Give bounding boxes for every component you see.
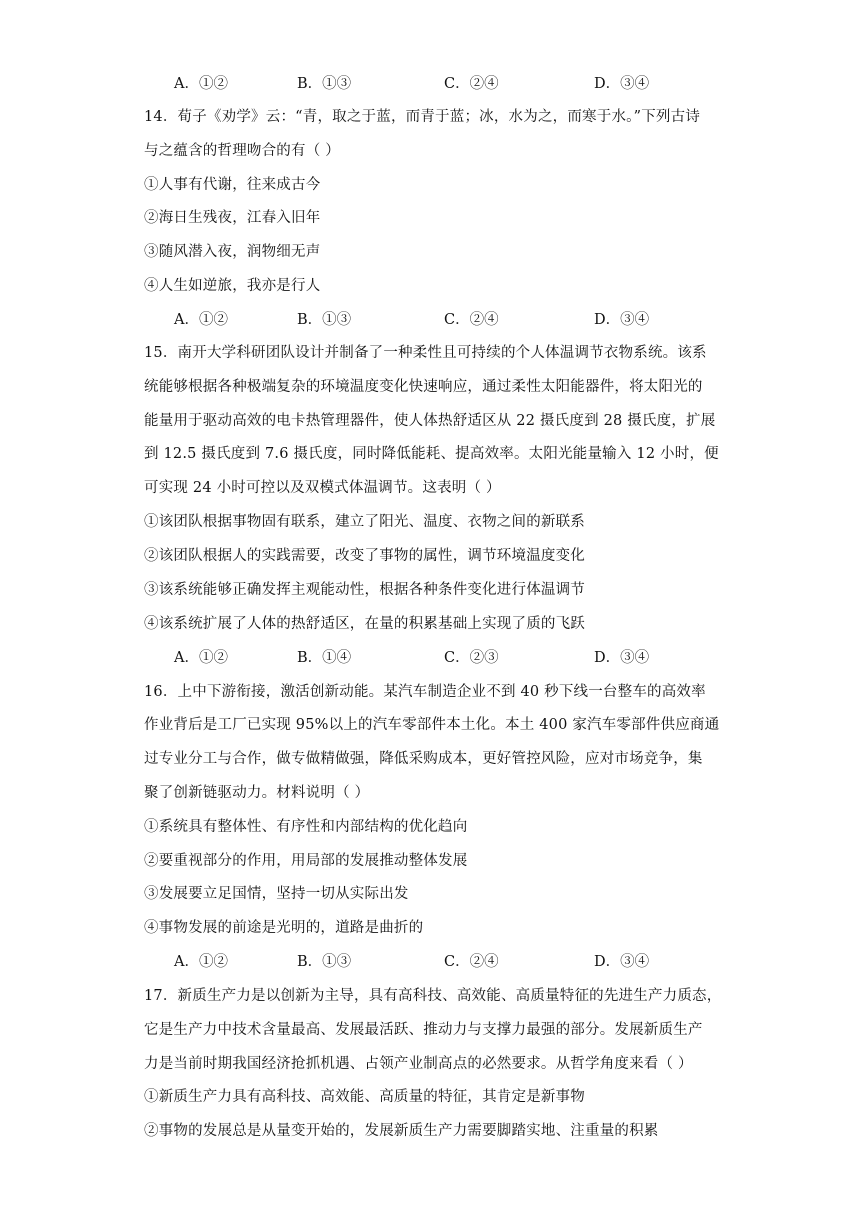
q15-stem-line-5: 可实现 24 小时可控以及双模式体温调节。这表明（ ） — [144, 480, 501, 496]
q16-stem-line-4: 聚了创新链驱动力。材料说明（ ） — [144, 785, 370, 801]
q14-option-c[interactable]: C．②④ — [444, 312, 499, 328]
q17-stem-line-2: 它是生产力中技术含量最高、发展最活跃、推动力与支撑力最强的部分。发展新质生产 — [144, 1022, 703, 1038]
q15-item-1: ①该团队根据事物固有联系，建立了阳光、温度、衣物之间的新联系 — [144, 514, 585, 530]
q13-option-c[interactable]: C．②④ — [444, 76, 499, 92]
q16-item-1: ①系统具有整体性、有序性和内部结构的优化趋向 — [144, 819, 468, 835]
q13-option-a[interactable]: A．①② — [174, 76, 228, 92]
q13-option-b[interactable]: B．①③ — [297, 76, 352, 92]
q14-option-b[interactable]: B．①③ — [297, 312, 352, 328]
q14-stem-line-2: 与之蕴含的哲理吻合的有（ ） — [144, 143, 340, 159]
q15-option-a[interactable]: A．①② — [174, 650, 228, 666]
q16-option-b[interactable]: B．①③ — [297, 954, 352, 970]
q16-item-3: ③发展要立足国情，坚持一切从实际出发 — [144, 886, 409, 902]
q15-stem-line-2: 统能够根据各种极端复杂的环境温度变化快速响应，通过柔性太阳能器件，将太阳光的 — [144, 379, 703, 395]
q14-stem-line-1: 14．荀子《劝学》云：“青，取之于蓝，而青于蓝；冰，水为之，而寒于水。”下列古诗 — [144, 109, 701, 125]
q15-option-c[interactable]: C．②③ — [444, 650, 499, 666]
q16-option-c[interactable]: C．②④ — [444, 954, 499, 970]
q16-option-a[interactable]: A．①② — [174, 954, 228, 970]
q16-item-2: ②要重视部分的作用，用局部的发展推动整体发展 — [144, 853, 468, 869]
q15-option-b[interactable]: B．①④ — [297, 650, 352, 666]
q16-stem-line-3: 过专业分工与合作，做专做精做强，降低采购成本，更好管控风险，应对市场竞争，集 — [144, 751, 703, 767]
q14-item-2: ②海日生残夜，江春入旧年 — [144, 210, 321, 226]
q15-item-3: ③该系统能够正确发挥主观能动性，根据各种条件变化进行体温调节 — [144, 582, 585, 598]
q16-option-d[interactable]: D．③④ — [594, 954, 650, 970]
q14-item-3: ③随风潜入夜，润物细无声 — [144, 244, 321, 260]
q14-item-1: ①人事有代谢，往来成古今 — [144, 177, 321, 193]
q15-option-d[interactable]: D．③④ — [594, 650, 650, 666]
q17-stem-line-1: 17．新质生产力是以创新为主导，具有高科技、高效能、高质量特征的先进生产力质态， — [144, 988, 722, 1004]
q15-stem-line-3: 能量用于驱动高效的电卡热管理器件，使人体热舒适区从 22 摄氏度到 28 摄氏度，扩展 — [144, 413, 716, 429]
q15-item-2: ②该团队根据人的实践需要，改变了事物的属性，调节环境温度变化 — [144, 548, 585, 564]
q14-option-a[interactable]: A．①② — [174, 312, 228, 328]
q13-option-d[interactable]: D．③④ — [594, 76, 650, 92]
q15-item-4: ④该系统扩展了人体的热舒适区，在量的积累基础上实现了质的飞跃 — [144, 616, 585, 632]
q16-stem-line-2: 作业背后是工厂已实现 95%以上的汽车零部件本土化。本土 400 家汽车零部件供应商通 — [144, 717, 720, 733]
q17-item-1: ①新质生产力具有高科技、高效能、高质量的特征，其肯定是新事物 — [144, 1089, 585, 1105]
q16-item-4: ④事物发展的前途是光明的，道路是曲折的 — [144, 920, 424, 936]
q15-stem-line-4: 到 12.5 摄氏度到 7.6 摄氏度，同时降低能耗、提高效率。太阳光能量输入 12 小时，便 — [144, 446, 719, 462]
q14-item-4: ④人生如逆旅，我亦是行人 — [144, 278, 321, 294]
q14-option-d[interactable]: D．③④ — [594, 312, 650, 328]
q15-stem-line-1: 15．南开大学科研团队设计并制备了一种柔性且可持续的个人体温调节衣物系统。该系 — [144, 345, 707, 361]
q16-stem-line-1: 16．上中下游衔接，激活创新动能。某汽车制造企业不到 40 秒下线一台整车的高效率 — [144, 684, 706, 700]
q17-stem-line-3: 力是当前时期我国经济抢抓机遇、占领产业制高点的必然要求。从哲学角度来看（ ） — [144, 1056, 693, 1072]
q17-item-2: ②事物的发展总是从量变开始的，发展新质生产力需要脚踏实地、注重量的积累 — [144, 1123, 659, 1139]
